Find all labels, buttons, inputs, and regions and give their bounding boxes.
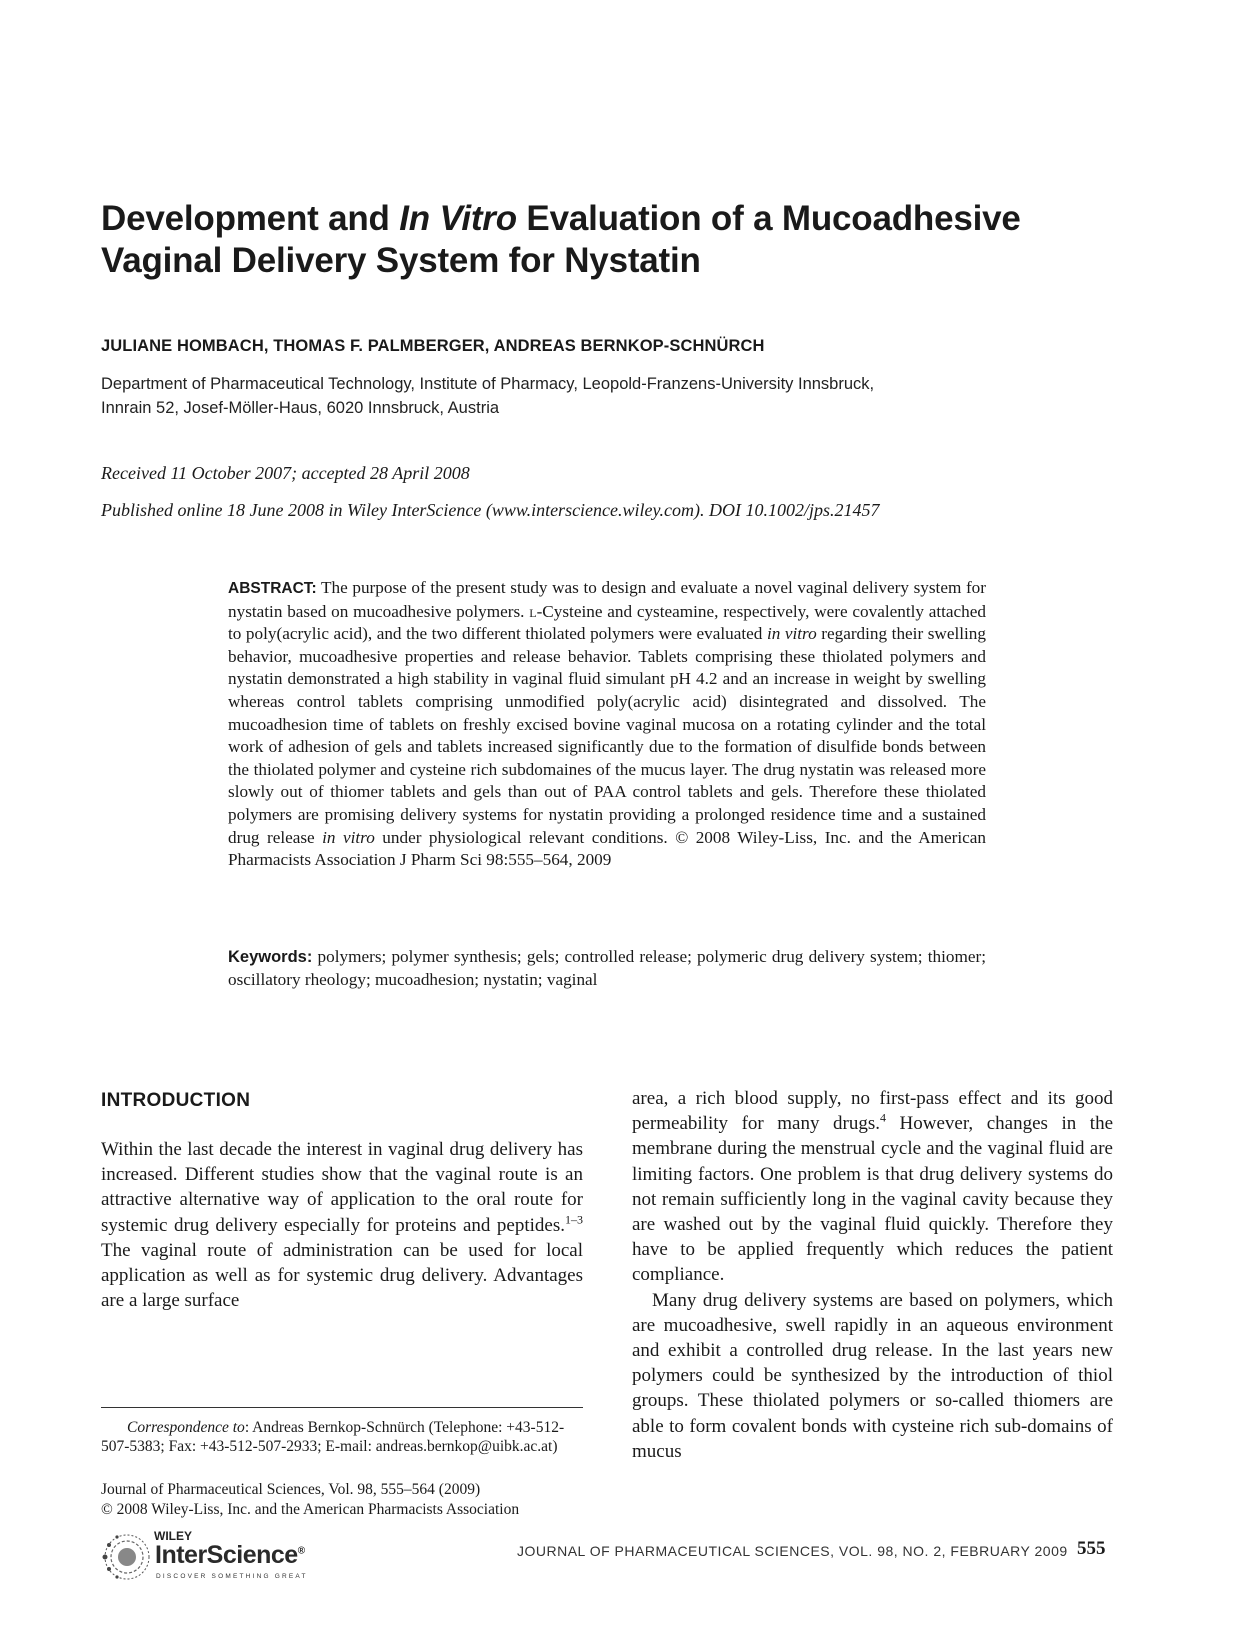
left-column: [101, 1137, 583, 1313]
running-footer: JOURNAL OF PHARMACEUTICAL SCIENCES, VOL. 98, NO. 2, FEBRUARY 2009: [517, 1543, 1068, 1559]
affiliation: [101, 372, 1001, 420]
title-italic: In Vitro: [399, 199, 517, 238]
wiley-interscience-logo: [99, 1525, 339, 1585]
intro-paragraph-1: [101, 1137, 583, 1313]
logo-registered: ®: [297, 1545, 305, 1557]
copyright-line: © 2008 Wiley-Liss, Inc. and the American Pharmacists Association: [101, 1501, 520, 1518]
intro-paragraph-1-cont: [632, 1086, 1113, 1288]
logo-name: InterScience: [155, 1541, 298, 1569]
title-part1: Development and: [101, 199, 400, 238]
section-heading-introduction: INTRODUCTION: [101, 1090, 251, 1111]
intro-right-text-a: area, a rich blood supply, no first-pass effect and its good permeability for many drugs.: [632, 1088, 1113, 1135]
page-number: 555: [1077, 1538, 1106, 1559]
title-part2: Evaluation of a Mucoadhesive Vaginal Delivery System for Nystatin: [101, 199, 1021, 280]
keywords-text: polymers; polymer synthesis; gels; controlled release; polymeric drug delivery system; thiomer; oscillatory rheology; mucoadhesion; nystatin; vaginal: [228, 947, 986, 989]
abstract: [228, 577, 986, 872]
globe-icon: [99, 1529, 155, 1585]
logo-interscience-text: [155, 1541, 305, 1570]
abstract-italic-1: in vitro: [766, 624, 817, 644]
journal-footnote: [101, 1480, 583, 1520]
article-title: [101, 198, 1101, 282]
logo-tagline: DISCOVER SOMETHING GREAT: [156, 1573, 308, 1580]
affiliation-line-2: Innrain 52, Josef-Möller-Haus, 6020 Innsbruck, Austria: [101, 399, 500, 417]
abstract-italic-2: in vitro: [322, 827, 375, 847]
correspondence-footnote: [101, 1418, 583, 1456]
abstract-text-2: -Cysteine and cysteamine, respectively, were covalently attached to poly(acrylic acid), and the two different thiolated polymers were evaluated: [228, 601, 986, 644]
correspondence-text: : Andreas Bernkop-Schnürch (Telephone: +43-512-507-5383; Fax: +43-512-507-2933; E-mail: andreas.bernkop@uibk.ac.at): [101, 1419, 565, 1455]
publication-info: Published online 18 June 2008 in Wiley InterScience (www.interscience.wiley.com). DOI 10.1002/jps.21457: [101, 500, 880, 520]
keywords: [228, 946, 986, 991]
correspondence-label: Correspondence to: [127, 1419, 245, 1436]
citation-sup: 1–3: [565, 1212, 583, 1227]
intro-right-text-b: However, changes in the membrane during the menstrual cycle and the vaginal fluid are limiting factors. One problem is that drug delivery systems do not remain sufficiently long in the vaginal cavity because they are washed out by the vaginal fluid quickly. Therefore they have to be applied frequently which reduces the patient compliance.: [632, 1113, 1113, 1286]
keywords-label: Keywords:: [228, 948, 313, 966]
logo-wiley-text: WILEY: [154, 1529, 192, 1543]
citation-sup: 4: [880, 1110, 886, 1125]
received-dates: Received 11 October 2007; accepted 28 April 2008: [101, 463, 470, 483]
abstract-text-4: under physiological relevant conditions. © 2008 Wiley-Liss, Inc. and the American Pharmacists Association J Pharm Sci 98:555–564, 2009: [228, 827, 986, 870]
journal-citation: Journal of Pharmaceutical Sciences, Vol. 98, 555–564 (2009): [101, 1481, 481, 1498]
abstract-smallcaps: l: [529, 601, 537, 621]
abstract-text-3: regarding their swelling behavior, mucoadhesive properties and release behavior. Tablets comprising these thiolated polymers and nystatin demonstrated a high stability in vaginal fluid simulant pH 4.2 and an increase in weight by swelling whereas control tablets comprising unmodified poly(acrylic acid) disintegrated and dissolved. The mucoadhesion time of tablets on freshly excised bovine vaginal mucosa on a rotating cylinder and the total work of adhesion of gels and tablets increased significantly due to the formation of disulfide bonds between the thiolated polymer and cysteine rich subdomaines of the mucus layer. The drug nystatin was released more slowly out of thiomer tablets and gels than out of PAA control tablets and gels. Therefore these thiolated polymers are promising delivery systems for nystatin providing a prolonged residence time and a sustained drug release: [228, 624, 986, 847]
affiliation-line-1: Department of Pharmaceutical Technology, Institute of Pharmacy, Leopold-Franzens-University Innsbruck,: [101, 375, 875, 393]
intro-text-b: The vaginal route of administration can be used for local application as well as for systemic drug delivery. Advantages are a large surface: [101, 1239, 583, 1312]
intro-paragraph-2: Many drug delivery systems are based on polymers, which are mucoadhesive, swell rapidly in an aqueous environment and exhibit a controlled drug release. In the last years new polymers could be synthesized by the introduction of thiol groups. These thiolated polymers or so-called thiomers are able to form covalent bonds with cysteine rich sub-domains of mucus: [632, 1289, 1113, 1462]
author-list: JULIANE HOMBACH, THOMAS F. PALMBERGER, ANDREAS BERNKOP-SCHNÜRCH: [101, 337, 765, 355]
intro-text-a: Within the last decade the interest in vaginal drug delivery has increased. Different studies show that the vaginal route is an attractive alternative way of application to the oral route for systemic drug delivery especially for proteins and peptides.: [101, 1139, 583, 1236]
footnote-rule: [101, 1407, 583, 1408]
right-column: [632, 1086, 1113, 1464]
abstract-label: ABSTRACT:: [228, 580, 317, 597]
abstract-text-1: The purpose of the present study was to design and evaluate a novel vaginal delivery system for nystatin based on mucoadhesive polymers.: [228, 578, 986, 621]
